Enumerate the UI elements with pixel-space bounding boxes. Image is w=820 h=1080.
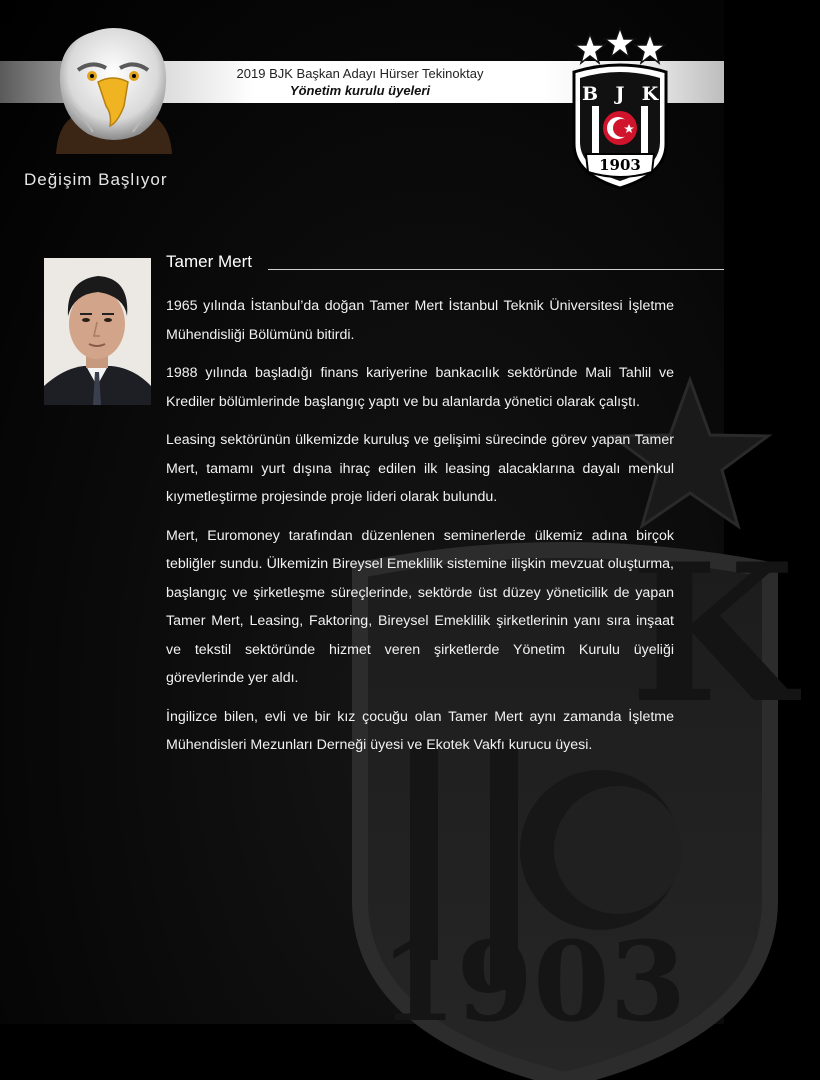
bio-paragraph: Mert, Euromoney tarafından düzenlenen seminerlerde ülkemiz adına birçok tebliğler sundu. Ülkemizin Bireysel Emeklilik sistemine ilişkin mevzuat oluşturma, başlangıç ve şirketleşme süreçlerinde, sektörde üst düzey yöneticilik de yapan Tamer Mert, Leasing, Faktoring, Bireysel Emeklilik şirketlerinin yanı sıra inşaat ve tekstil sektöründe hizmet veren şirketlerde Yönetim Kurulu üyeliği görevlerinde yer aldı. (166, 527, 674, 686)
crest-letter-b: B (581, 83, 599, 105)
crest-letter-k: K (641, 83, 659, 105)
member-biography (166, 292, 674, 770)
name-divider (268, 269, 724, 270)
section-subtitle: Yönetim kurulu üyeleri (289, 83, 431, 98)
member-name-row (166, 252, 724, 274)
crest-year: 1903 (599, 156, 641, 174)
bio-paragraph: 1988 yılında başladığı finans kariyerine bankacılık sektöründe Mali Tahlil ve Krediler bölümlerinde başlangıç yaptı ve bu alanlarda yönetici olarak çalıştı. (166, 365, 674, 410)
bio-paragraph: Leasing sektörünün ülkemizde kuruluş ve gelişimi sürecinde görev yapan Tamer Mert, tamamı yurt dışına ihraç edilen ilk leasing alacaklarına dayalı menkul kıymetleştirme projesinde proje lideri olarak bulundu. (166, 432, 674, 505)
svg-text:K: K (630, 522, 796, 745)
bjk-crest-icon (568, 28, 672, 190)
campaign-slogan: Değişim Başlıyor (24, 170, 168, 189)
bio-paragraph: 1965 yılında İstanbul’da doğan Tamer Mert İstanbul Teknik Üniversitesi İşletme Mühendisliği Bölümünü bitirdi. (166, 298, 674, 343)
member-name: Tamer Mert (166, 252, 252, 271)
svg-text:1903: 1903 (380, 917, 687, 1046)
eagle-head-icon (48, 22, 178, 154)
bio-paragraph: İngilizce bilen, evli ve bir kız çocuğu olan Tamer Mert aynı zamanda İşletme Mühendisleri Mezunları Derneği üyesi ve Ekotek Vakfı kurucu üyesi. (166, 708, 674, 753)
member-portrait (44, 258, 151, 405)
crest-letter-j: J (615, 83, 625, 105)
campaign-title: 2019 BJK Başkan Adayı Hürser Tekinoktay (236, 66, 484, 81)
